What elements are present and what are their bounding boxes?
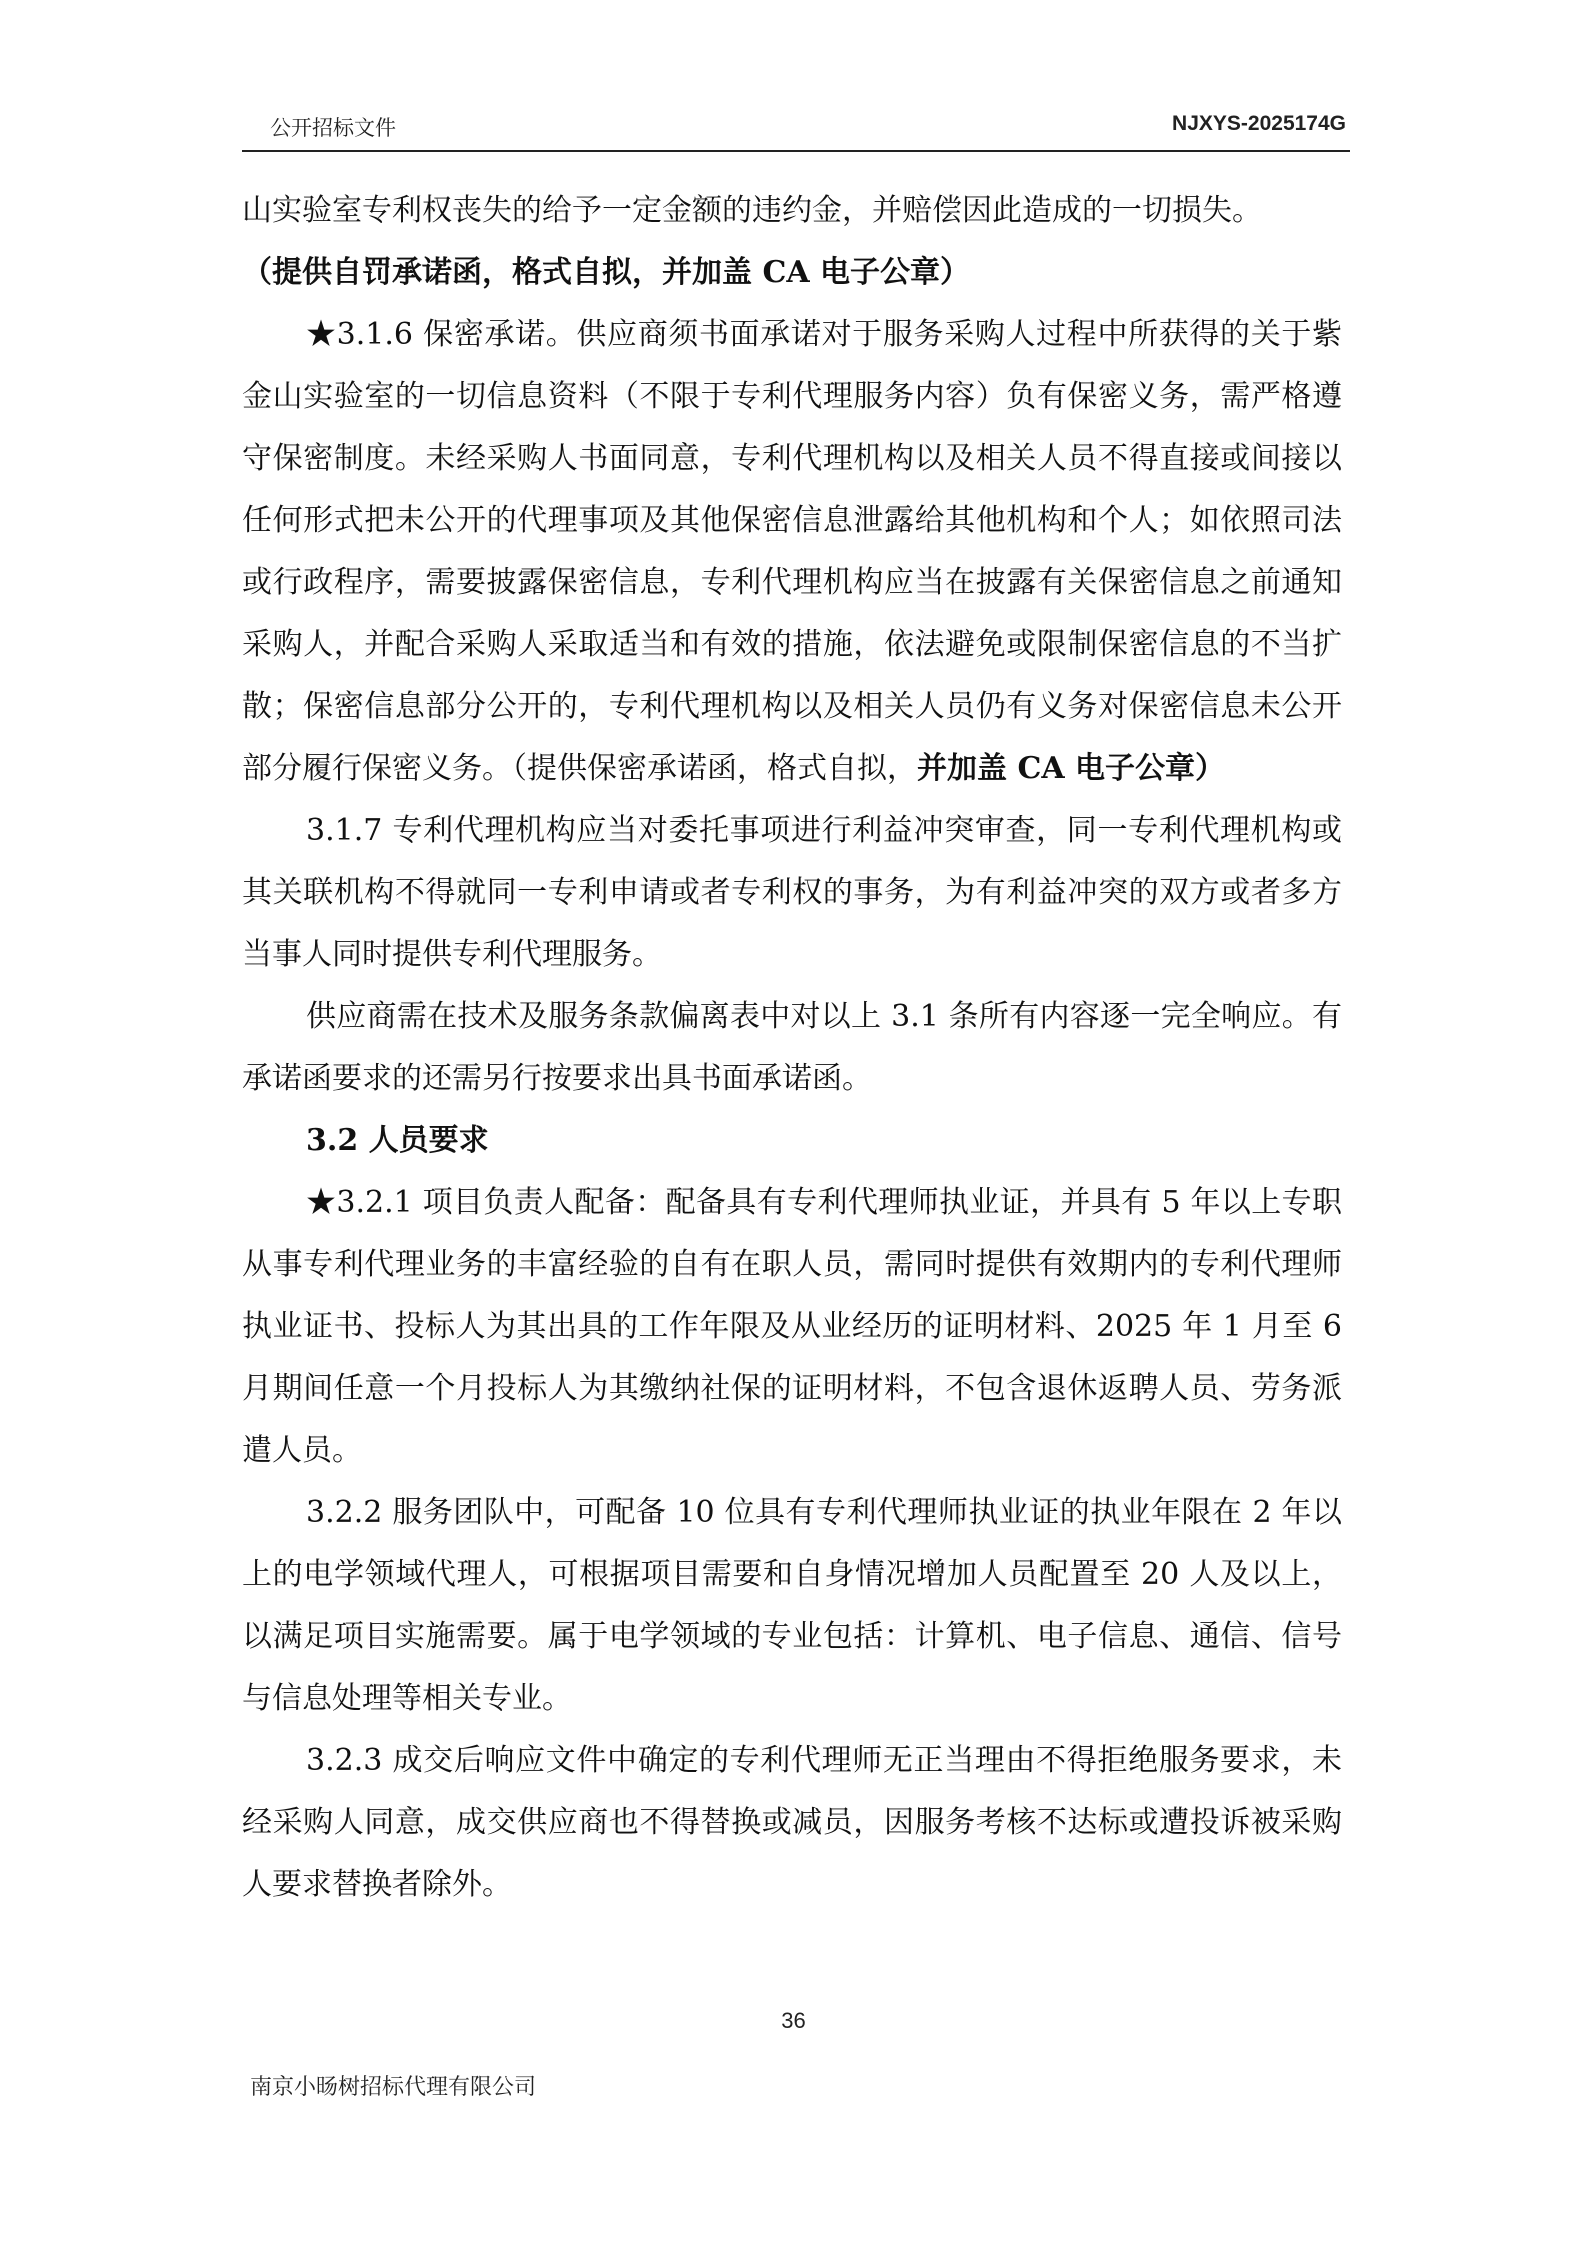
paragraph-penalty (242, 180, 1342, 304)
paragraph-conflict-check: 3.1.7 专利代理机构应当对委托事项进行利益冲突审查，同一专利代理机构或其关联机构不得就同一专利申请或者专利权的事务，为有利益冲突的双方或者多方当事人同时提供专利代理服务。 (242, 813, 1342, 972)
header-doc-number: NJXYS-2025174G (1172, 112, 1346, 135)
page-number: 36 (781, 2008, 806, 2033)
paragraph-staff-replacement: 3.2.3 成交后响应文件中确定的专利代理师无正当理由不得拒绝服务要求，未经采购人同意，成交供应商也不得替换或减员，因服务考核不达标或遭投诉被采购人要求替换者除外。 (242, 1743, 1342, 1902)
paragraph-bold-note: 并加盖 CA 电子公章） (662, 255, 971, 290)
page-footer: 南京小旸树招标代理有限公司 (250, 2075, 537, 2100)
page-header (242, 110, 1350, 152)
paragraph-bold-note: 并加盖 CA 电子公章） (917, 751, 1226, 786)
paragraph-confidentiality (242, 304, 1342, 800)
document-body (242, 180, 1342, 1916)
paragraph-response-requirement: 供应商需在技术及服务条款偏离表中对以上 3.1 条所有内容逐一完全响应。有承诺函要求的还需另行按要求出具书面承诺函。 (242, 999, 1342, 1096)
paragraph-project-lead: ★3.2.1 项目负责人配备：配备具有专利代理师执业证，并具有 5 年以上专职从事专利代理业务的丰富经验的自有在职人员，需同时提供有效期内的专利代理师执业证书、投标人为其出具的工作年限及从业经历的证明材料、2025 年 1 月至 6 月期间任意一个月投标人为其缴纳社保的证明材料，不包含退休返聘人员、劳务派遣人员。 (242, 1185, 1342, 1468)
header-doc-type: 公开招标文件 (270, 116, 396, 140)
paragraph-service-team: 3.2.2 服务团队中，可配备 10 位具有专利代理师执业证的执业年限在 2 年以上的电学领域代理人，可根据项目需要和自身情况增加人员配置至 20 人及以上，以满足项目实施需要。属于电学领域的专业包括：计算机、电子信息、通信、信号与信息处理等相关专业。 (242, 1495, 1342, 1716)
section-heading: 3.2 人员要求 (306, 1123, 489, 1158)
paragraph-text: 山实验室专利权丧失的给予一定金额的违约金，并赔偿因此造成的一切损失。 (242, 193, 1262, 228)
paragraph-bold-note: （提供自罚承诺函，格式自拟， (242, 255, 662, 290)
paragraph-text: ★3.1.6 保密承诺。供应商须书面承诺对于服务采购人过程中所获得的关于紫金山实验室的一切信息资料（不限于专利代理服务内容）负有保密义务，需严格遵守保密制度。未经采购人书面同意，专利代理机构以及相关人员不得直接或间接以任何形式把未公开的代理事项及其他保密信息泄露给其他机构和个人；如依照司法或行政程序，需要披露保密信息，专利代理机构应当在披露有关保密信息之前通知采购人，并配合采购人采取适当和有效的措施，依法避免或限制保密信息的不当扩散；保密信息部分公开的，专利代理机构以及相关人员仍有义务对保密信息未公开部分履行保密义务。（提供保密承诺函，格式自拟， (242, 317, 1342, 786)
